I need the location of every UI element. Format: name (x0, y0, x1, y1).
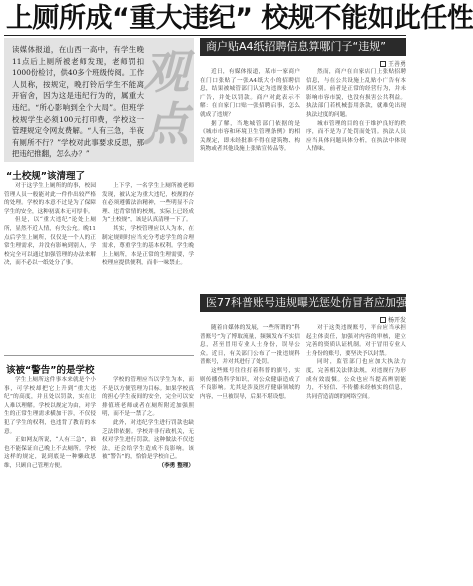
article-heading-tuxiaogui: “土校规”该清理了 (6, 171, 85, 182)
text-column (4, 376, 96, 582)
paragraph: 学生上厕所这件事本来就是个小事，可学校却把它上升到“重大违纪”的高度，并且处以罚款，实在让人难以理解。学校以规定为由，对学生的正常生理需求横加干涉，不仅侵犯了学生的权利，也违背了教育的本意。 (4, 377, 96, 435)
paragraph: 然而，商户在自家店门上张贴招聘信息，与在公共设施上乱贴小广告有本质区别。前者是正常的经营行为，并未影响市容市貌，也没有损害公共利益。执法部门若机械套用条款，就难免出现执法过度的问题。 (306, 69, 406, 118)
text-column (306, 68, 406, 290)
page-headline: 上厕所成“重大违纪” 校规不能如此任性 (6, 3, 473, 34)
text-column (200, 324, 300, 586)
paragraph: 其实，学校管理应以人为本，在制定规则时应当充分考虑学生的合理需求，尊重学生的基本权利。学生晚上上厕所，本是正常的生理需要，学校理应提供便利，而非一味禁止。 (102, 225, 194, 267)
paragraph: 对于这学生上厕所的的事，校园管理人员一般能对此一件作出较严格的处理。学校的本意不过是为了保障学生的安全，这种初衷本无可厚非。 (4, 183, 96, 215)
byline-square-icon (380, 61, 386, 67)
article-body-tuxiaogui (4, 182, 194, 350)
headline-divider (4, 35, 406, 36)
byline-author: 杨开发 (387, 317, 406, 324)
byline-square-icon (380, 317, 386, 323)
byline (200, 56, 406, 68)
paragraph: 随着自媒体的发展，一些所谓的“科普账号”为了博取流量，频频发布不实信息，甚至冒用专业人士身份，误导公众。近日，有关部门公布了一批违规科普账号，并对其进行了处罚。 (200, 325, 300, 366)
article-banner-shanghu: 商户贴A4纸招聘信息算哪门子“违规” (200, 38, 406, 56)
paragraph: 同时，监管部门也应加大执法力度，完善相关法律法规，对违规行为形成有效震慑。公众也应当提高辨别能力，不轻信、不传播未经核实的信息，共同营造清朗的网络空间。 (306, 359, 406, 400)
text-column (102, 376, 194, 582)
text-column (102, 182, 194, 350)
paragraph: 对于这类违规账号，平台应当承担起主体责任，加强对内容的审核，建立完善的资质认证机制。对于冒用专业人士身份的账号，要坚决予以封禁。 (306, 325, 406, 357)
byline (200, 312, 406, 324)
text-column (4, 182, 96, 350)
section-logo-guandian: 观点 (143, 45, 189, 151)
article-body-kepu (200, 324, 406, 586)
paragraph: 此外，对违纪学生进行罚款也缺乏法律依据。学校并非行政机关，无权对学生进行罚款。这种做法不仅违法，还会给学生造成不良影响。该被“警告”的，恰恰是学校自己。 (102, 419, 194, 461)
text-column (306, 324, 406, 586)
paragraph: 学校的管理应当以学生为本，而不是以方便管理为目标。如果学校真的担心学生夜间的安全，完全可以安排值班老师或者在厕所附近加强照明，而不是一禁了之。 (102, 377, 194, 418)
lead-text: 读媒体报道，在山西一高中，有学生晚11点后上厕所被老师发现，老师罚扣1000份检讨，供40多个班级传阅。工作人员称，按规定，晚打铃后学生不能离开宿舍，因为这是违纪行为的，属重大违纪。“所心影响到全个大局”。但班学校规学生必须100元打印费，学校这一管理规定令网友费解。“人有三急，半夜有厕所不行？”学校对此事要求反思，那把违纪推翻，怎么办？” (12, 45, 144, 159)
paragraph: 正如网友所说，“人有三急”，谁也不能保证自己晚上不去厕所。学校这样的规定，说到底是一种懒政思维，只顾自己管理方便。 (4, 437, 96, 469)
right-column (200, 38, 429, 581)
paragraph: 这些账号往往打着科普的旗号，实则传播伪科学知识，对公众健康造成了不良影响。尤其是涉及医疗健康领域的内容，一旦被误导，后果不堪设想。 (200, 367, 300, 400)
paragraph: 上下学，一名学生上厕所被老师发现，被认定为重大违纪，校规的存在必须遵循法治精神，一些明显不合理、违背常情的校规，实际上已经成为“土校规”，该是认真清理一下了。 (102, 183, 194, 224)
text-column (200, 68, 300, 290)
byline-author: 王善勇 (387, 61, 406, 68)
article-banner-kepu: 医77科普账号违规曝光惩处仿冒者应加强治理 (200, 294, 406, 312)
editor-signature: （李勇 整理） (158, 462, 194, 469)
article-body-shanghu (200, 68, 406, 290)
divider (4, 355, 194, 356)
paragraph: 但是，以“重大违纪”论处上厕所，显然不近人情，有失公允。晚11点后学生上厕所，仅仅是一个人的正常生理需求，并没有影响到别人，学校完全可以通过加强管理的办法来解决，而不必以一纸处分了事。 (4, 217, 96, 267)
lead-box (4, 38, 194, 162)
left-column (4, 38, 194, 581)
article-body-jinggao (4, 376, 194, 582)
paragraph: 近日，有媒体报道，某市一家商户在门口张贴了一张A4纸大小的招聘信息，结果被城管部门认定为违规张贴小广告，并处以罚款。商户对此表示不解：在自家门口贴一张招聘启事，怎么就成了违规？ (200, 69, 300, 118)
paragraph: 据了解，当地城管部门依据的是《城市市容和环境卫生管理条例》的相关规定，即未经批准不得在建筑物、构筑物或者其他设施上张贴宣传品等。 (200, 120, 300, 153)
paragraph: 城市管理的目的在于维护良好的秩序，而不是为了处罚而处罚。执法人员应当具体问题具体分析，在执法中体现人情味。 (306, 120, 406, 153)
article-heading-jinggao: 该被“警告”的是学校 (6, 365, 95, 376)
